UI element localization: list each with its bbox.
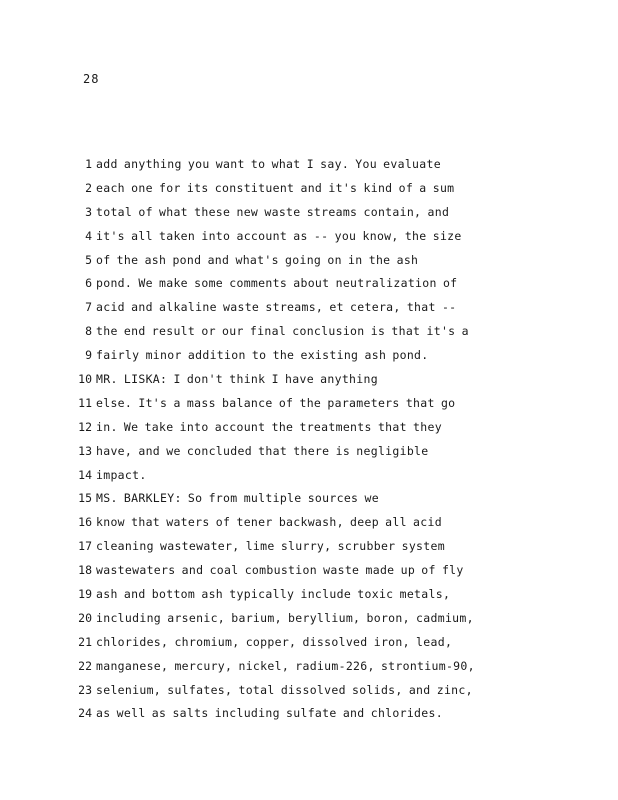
- line-number: 15: [78, 491, 92, 506]
- line-text: manganese, mercury, nickel, radium-226, strontium-90,: [96, 658, 475, 673]
- transcript-line: [70, 176, 530, 200]
- line-number: 18: [78, 563, 92, 578]
- line-number: 14: [78, 467, 92, 482]
- line-text: pond. We make some comments about neutralization of: [96, 276, 458, 291]
- line-text: impact.: [96, 467, 147, 482]
- line-text: cleaning wastewater, lime slurry, scrubber system: [96, 539, 445, 554]
- line-number: 23: [78, 682, 92, 697]
- transcript-line: [70, 654, 530, 678]
- transcript-line: [70, 224, 530, 248]
- line-number: 22: [78, 658, 92, 673]
- line-number: 11: [78, 395, 92, 410]
- transcript-line: [70, 152, 530, 176]
- line-text: each one for its constituent and it's kind of a sum: [96, 180, 455, 195]
- line-text: as well as salts including sulfate and chlorides.: [96, 706, 443, 721]
- line-text: ash and bottom ash typically include toxic metals,: [96, 586, 451, 601]
- transcript-line: [70, 248, 530, 272]
- line-text: of the ash pond and what's going on in the ash: [96, 252, 419, 267]
- transcript-line: [70, 415, 530, 439]
- line-text: else. It's a mass balance of the parameters that go: [96, 395, 456, 410]
- line-text: fairly minor addition to the existing ash pond.: [96, 348, 429, 363]
- line-text: MS. BARKLEY: So from multiple sources we: [96, 491, 379, 506]
- transcript-line: [70, 439, 530, 463]
- line-number: 2: [85, 180, 92, 195]
- transcript-line: [70, 367, 530, 391]
- line-number: 13: [78, 443, 92, 458]
- line-number: 17: [78, 539, 92, 554]
- line-text: acid and alkaline waste streams, et cetera, that --: [96, 300, 457, 315]
- transcript-line: [70, 558, 530, 582]
- transcript-line: [70, 271, 530, 295]
- line-text: MR. LISKA: I don't think I have anything: [96, 371, 378, 386]
- transcript-line: [70, 391, 530, 415]
- page-number: 28: [83, 72, 100, 86]
- transcript-line: [70, 701, 530, 725]
- line-number: 3: [85, 204, 92, 219]
- transcript-line: [70, 582, 530, 606]
- transcript-line: [70, 486, 530, 510]
- line-number: 24: [78, 706, 92, 721]
- line-number: 21: [78, 634, 92, 649]
- transcript-line: [70, 200, 530, 224]
- line-number: 19: [78, 586, 92, 601]
- line-number: 9: [85, 348, 92, 363]
- line-text: know that waters of tener backwash, deep all acid: [96, 515, 442, 530]
- line-text: selenium, sulfates, total dissolved solids, and zinc,: [96, 682, 473, 697]
- line-number: 7: [85, 300, 92, 315]
- line-text: add anything you want to what I say. You evaluate: [96, 156, 441, 171]
- line-number: 6: [85, 276, 92, 291]
- line-number: 4: [85, 228, 92, 243]
- transcript-line: [70, 510, 530, 534]
- line-text: the end result or our final conclusion is that it's a: [96, 324, 469, 339]
- transcript-line: [70, 319, 530, 343]
- transcript-line: [70, 630, 530, 654]
- transcript-line: [70, 295, 530, 319]
- transcript-line: [70, 463, 530, 487]
- line-text: including arsenic, barium, beryllium, boron, cadmium,: [96, 610, 474, 625]
- line-number: 5: [85, 252, 92, 267]
- line-number: 16: [78, 515, 92, 530]
- line-text: it's all taken into account as -- you know, the size: [96, 228, 462, 243]
- line-number: 1: [85, 156, 92, 171]
- transcript-line: [70, 534, 530, 558]
- transcript-line: [70, 678, 530, 702]
- line-text: in. We take into account the treatments that they: [96, 419, 442, 434]
- line-number: 10: [78, 371, 92, 386]
- line-text: total of what these new waste streams contain, and: [96, 204, 450, 219]
- transcript-body: [70, 152, 530, 725]
- transcript-line: [70, 606, 530, 630]
- line-text: have, and we concluded that there is negligible: [96, 443, 429, 458]
- line-text: chlorides, chromium, copper, dissolved iron, lead,: [96, 634, 453, 649]
- line-number: 8: [85, 324, 92, 339]
- line-number: 12: [78, 419, 92, 434]
- transcript-line: [70, 343, 530, 367]
- line-text: wastewaters and coal combustion waste made up of fly: [96, 563, 464, 578]
- line-number: 20: [78, 610, 92, 625]
